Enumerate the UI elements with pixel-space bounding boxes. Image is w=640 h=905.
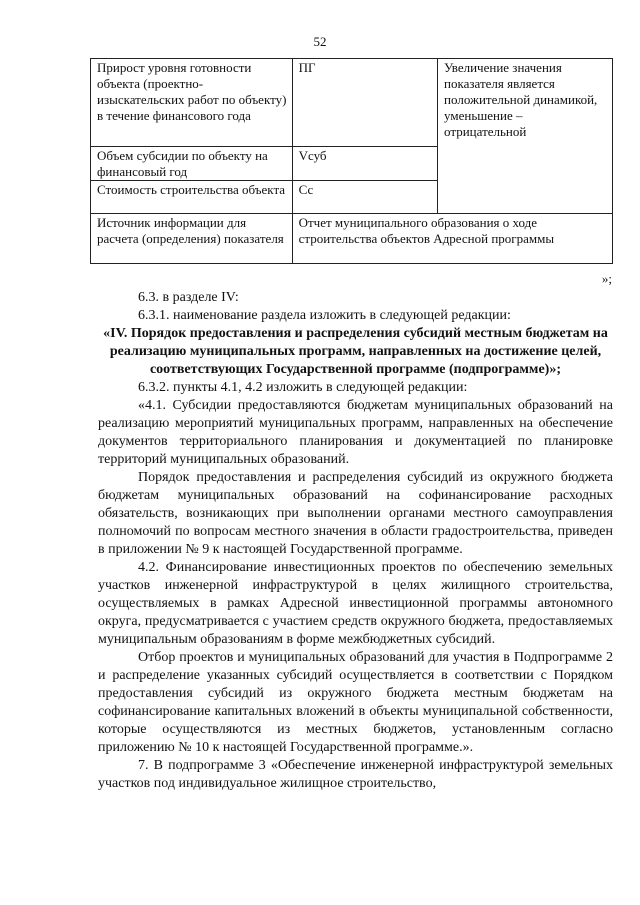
source-label-cell: Источник информации для расчета (определения) показателя [91,214,293,264]
indicator-name-cell: Стоимость строительства объекта [91,181,293,214]
paragraph: 4.2. Финансирование инвестиционных проектов по обеспечению земельных участков инженерной инфраструктурой в целях жилищного строительства, осуществляемых в рамках Адресной инвестиционной программы автономного округа, предусматривается с участием средств окружного бюджета, предоставляемых муниципальным образованиям в форме межбюджетных субсидий. [98,560,613,647]
paragraph: «4.1. Субсидии предоставляются бюджетам муниципальных образований на реализацию мероприятий муниципальных программ, направленных на обеспечение документов территориального планирования и документацией по планировке территорий муниципальных образований. [98,398,613,467]
table-row [91,59,613,147]
closing-quote: »; [601,271,612,286]
page-number: 52 [313,34,327,49]
indicator-symbol-cell: ПГ [292,59,437,147]
indicator-symbol-cell: Сс [292,181,437,214]
body-text [98,289,613,793]
section-heading: «IV. Порядок предоставления и распределения субсидий местным бюджетам на реализацию муниципальных программ, направленных на достижение целей, соответствующих Государственной программе (подпрограмме)»; [103,326,608,377]
indicator-name-cell: Прирост уровня готовности объекта (проектно-изыскательских работ по объекту) в течение финансового года [91,59,293,147]
indicator-name-cell: Объем субсидии по объекту на финансовый год [91,147,293,181]
paragraph: 6.3.1. наименование раздела изложить в следующей редакции: [138,308,511,323]
paragraph: Отбор проектов и муниципальных образований для участия в Подпрограмме 2 и распределение указанных субсидий осуществляется в соответствии с Порядком предоставления субсидий из окружного бюджета местным бюджетам на софинансирование капитальных вложений в объекты муниципальной собственности, которые осуществляются из местных бюджетов, установленным согласно приложению № 10 к настоящей Государственной программе.». [98,650,613,755]
paragraph: Порядок предоставления и распределения субсидий из окружного бюджета бюджетам муниципальных образований на софинансирование расходных обязательств, возникающих при выполнении органами местного самоуправления полномочий по вопросам местного значения в области градостроительства, приведен в приложении № 9 к настоящей Государственной программе. [98,470,613,557]
table-row [91,214,613,264]
paragraph: 6.3. в разделе IV: [138,290,239,305]
indicator-symbol-cell: Vсуб [292,147,437,181]
paragraph: 6.3.2. пункты 4.1, 4.2 изложить в следующей редакции: [138,380,468,395]
paragraph: 7. В подпрограмме 3 «Обеспечение инженерной инфраструктурой земельных участков под индивидуальное жилищное строительство, [98,758,613,791]
indicator-note-cell: Увеличение значения показателя является положительной динамикой, уменьшение – отрицательной [438,59,613,214]
source-value-cell: Отчет муниципального образования о ходе строительства объектов Адресной программы [292,214,612,264]
indicator-table [90,58,613,264]
